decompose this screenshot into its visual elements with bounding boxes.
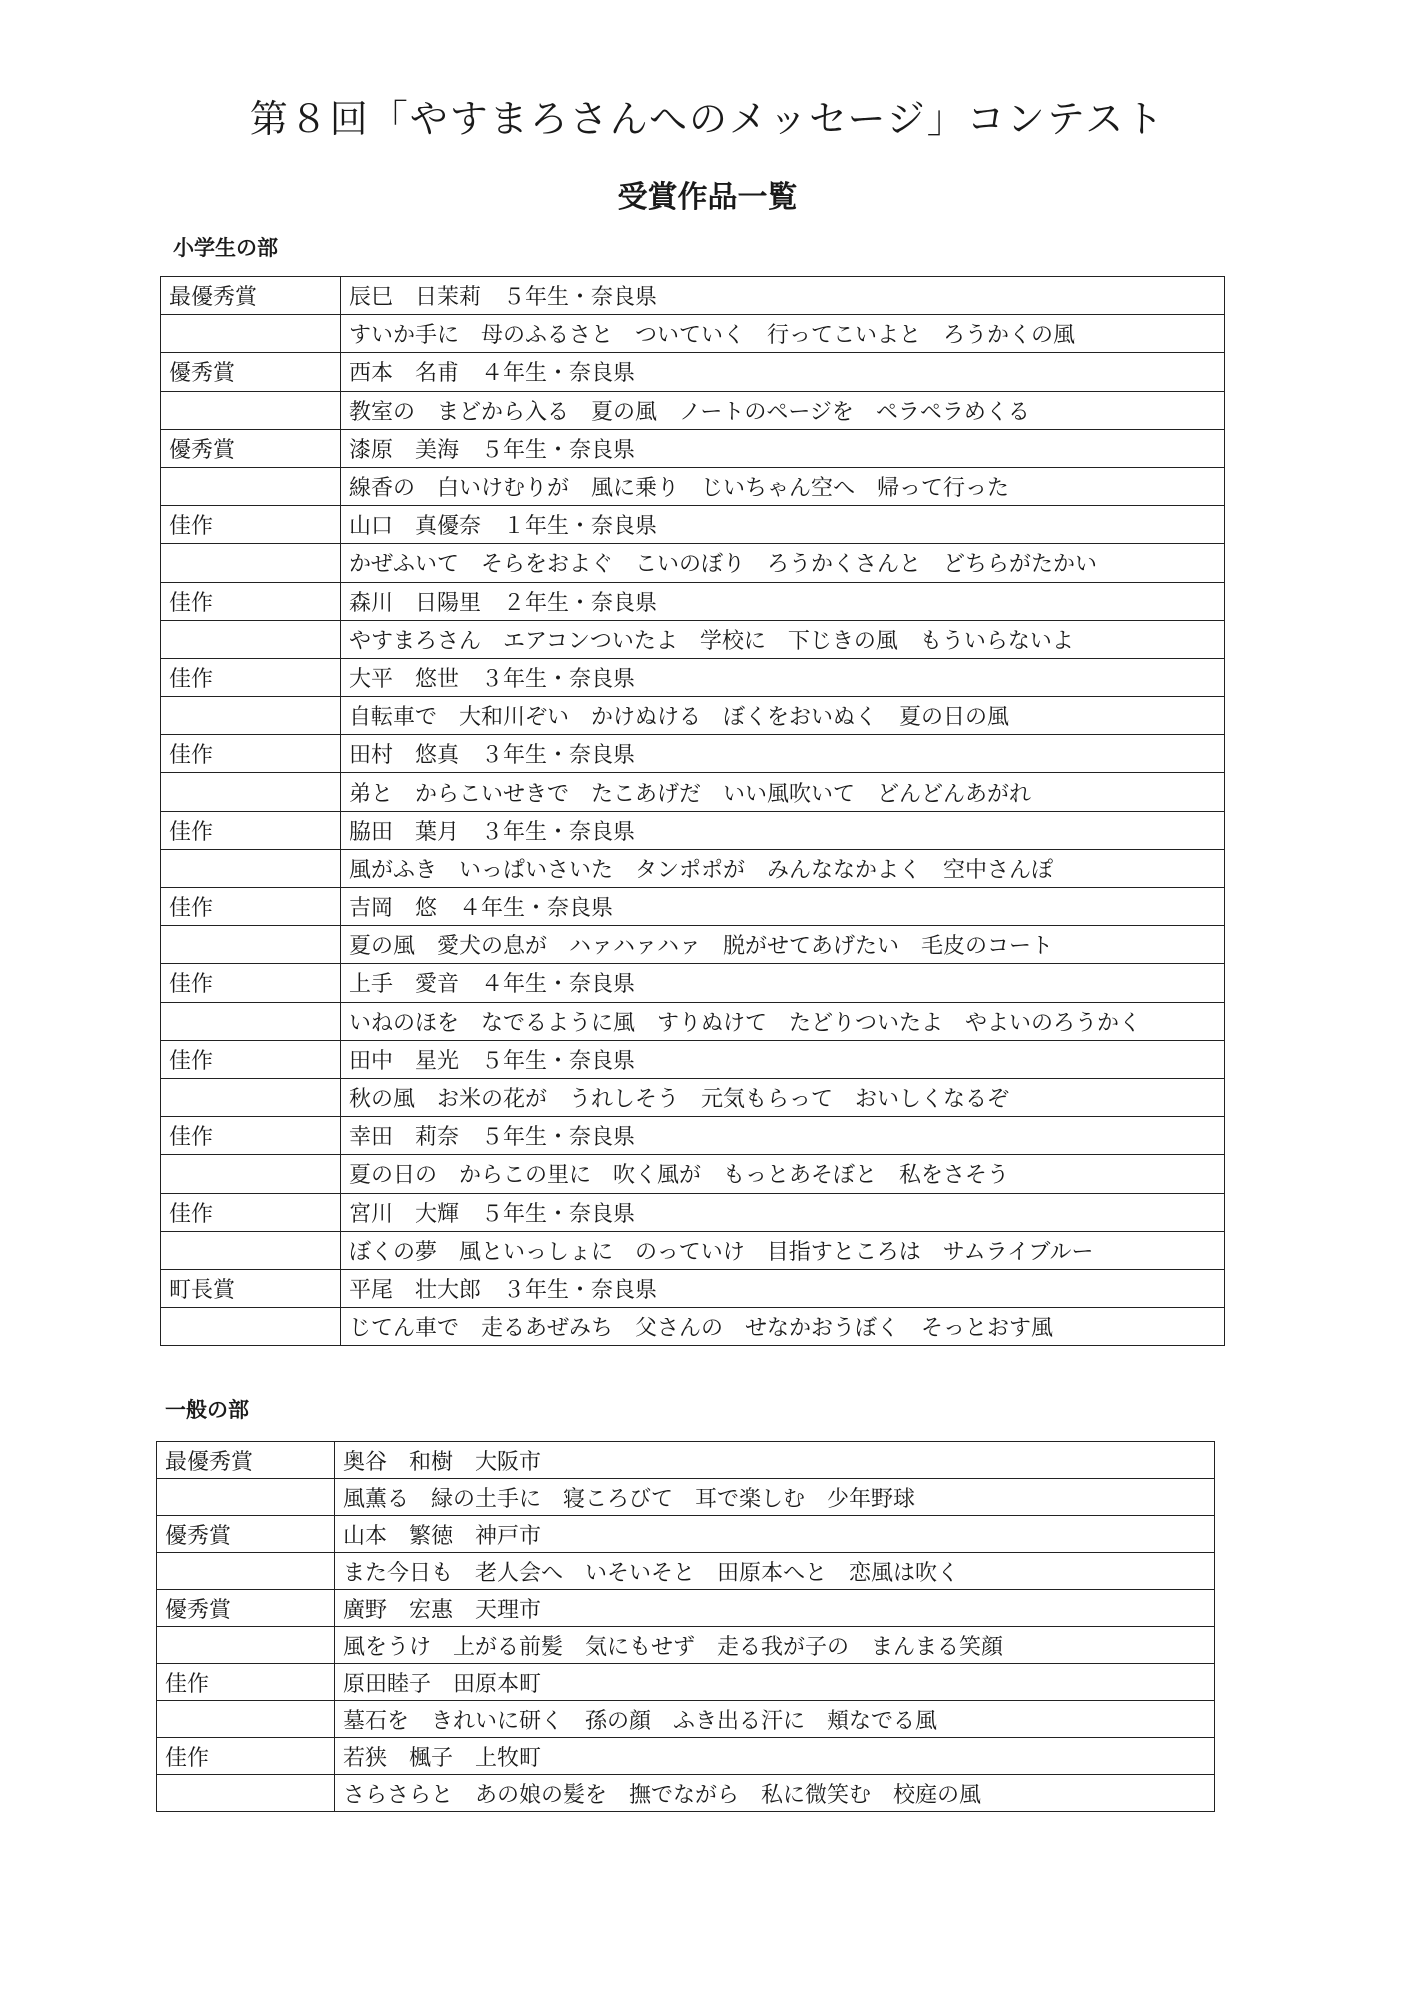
award-name: 佳作 <box>161 1117 341 1155</box>
poem-text: また今日も 老人会へ いそいそと 田原本へと 恋風は吹く <box>335 1553 1215 1590</box>
poem-text: 教室の まどから入る 夏の風 ノートのページを ペラペラめくる <box>341 391 1225 429</box>
author-info: 脇田 葉月 ３年生・奈良県 <box>341 811 1225 849</box>
award-spacer-cell <box>161 620 341 658</box>
award-name: 佳作 <box>161 582 341 620</box>
award-name: 優秀賞 <box>157 1516 335 1553</box>
award-name: 佳作 <box>161 735 341 773</box>
author-row <box>161 964 1225 1002</box>
poem-row <box>161 773 1225 811</box>
award-name: 佳作 <box>161 1040 341 1078</box>
author-row <box>157 1590 1215 1627</box>
poem-text: いねのほを なでるように風 すりぬけて たどりついたよ やよいのろうかく <box>341 1002 1225 1040</box>
poem-row <box>161 391 1225 429</box>
award-spacer-cell <box>157 1701 335 1738</box>
author-row <box>157 1738 1215 1775</box>
award-name: 最優秀賞 <box>157 1442 335 1479</box>
award-spacer-cell <box>157 1479 335 1516</box>
award-spacer-cell <box>161 926 341 964</box>
poem-row <box>161 1231 1225 1269</box>
author-row <box>161 1193 1225 1231</box>
award-name: 佳作 <box>157 1664 335 1701</box>
poem-text: 墓石を きれいに研く 孫の顔 ふき出る汗に 頬なでる風 <box>335 1701 1215 1738</box>
award-spacer-cell <box>161 697 341 735</box>
poem-text: じてん車で 走るあぜみち 父さんの せなかおうぼく そっとおす風 <box>341 1308 1225 1346</box>
poem-row <box>157 1775 1215 1812</box>
award-spacer-cell <box>161 1155 341 1193</box>
poem-text: 夏の日の からこの里に 吹く風が もっとあそぼと 私をさそう <box>341 1155 1225 1193</box>
poem-text: 風をうけ 上がる前髪 気にもせず 走る我が子の まんまる笑顔 <box>335 1627 1215 1664</box>
poem-row <box>161 1002 1225 1040</box>
award-name: 佳作 <box>157 1738 335 1775</box>
award-spacer-cell <box>161 467 341 505</box>
poem-text: やすまろさん エアコンついたよ 学校に 下じきの風 もういらないよ <box>341 620 1225 658</box>
page-subtitle: 受賞作品一覧 <box>617 180 798 215</box>
section-heading-general: 一般の部 <box>165 1397 249 1422</box>
author-row <box>157 1442 1215 1479</box>
poem-text: ぼくの夢 風といっしょに のっていけ 目指すところは サムライブルー <box>341 1231 1225 1269</box>
author-info: 田村 悠真 ３年生・奈良県 <box>341 735 1225 773</box>
poem-text: 自転車で 大和川ぞい かけぬける ぼくをおいぬく 夏の日の風 <box>341 697 1225 735</box>
award-spacer-cell <box>161 315 341 353</box>
award-name: 佳作 <box>161 1193 341 1231</box>
author-row <box>161 506 1225 544</box>
author-row <box>161 811 1225 849</box>
section-heading-elementary: 小学生の部 <box>173 235 278 260</box>
poem-text: さらさらと あの娘の髪を 撫でながら 私に微笑む 校庭の風 <box>335 1775 1215 1812</box>
award-spacer-cell <box>161 1231 341 1269</box>
author-info: 原田睦子 田原本町 <box>335 1664 1215 1701</box>
award-name: 優秀賞 <box>157 1590 335 1627</box>
author-row <box>161 1269 1225 1307</box>
author-row <box>161 277 1225 315</box>
author-info: 廣野 宏惠 天理市 <box>335 1590 1215 1627</box>
author-info: 森川 日陽里 ２年生・奈良県 <box>341 582 1225 620</box>
poem-row <box>161 1078 1225 1116</box>
poem-row <box>161 697 1225 735</box>
poem-text: 弟と からこいせきで たこあげだ いい風吹いて どんどんあがれ <box>341 773 1225 811</box>
author-row <box>157 1664 1215 1701</box>
poem-text: 夏の風 愛犬の息が ハァハァハァ 脱がせてあげたい 毛皮のコート <box>341 926 1225 964</box>
author-info: 漆原 美海 ５年生・奈良県 <box>341 429 1225 467</box>
author-info: 辰巳 日茉莉 ５年生・奈良県 <box>341 277 1225 315</box>
author-row <box>161 582 1225 620</box>
general-awards-table <box>156 1441 1215 1812</box>
author-info: 山口 真優奈 １年生・奈良県 <box>341 506 1225 544</box>
award-spacer-cell <box>161 1308 341 1346</box>
award-spacer-cell <box>161 544 341 582</box>
author-info: 若狭 楓子 上牧町 <box>335 1738 1215 1775</box>
author-row <box>161 888 1225 926</box>
author-info: 上手 愛音 ４年生・奈良県 <box>341 964 1225 1002</box>
award-spacer-cell <box>161 773 341 811</box>
poem-text: 風がふき いっぱいさいた タンポポが みんななかよく 空中さんぽ <box>341 849 1225 887</box>
author-info: 奥谷 和樹 大阪市 <box>335 1442 1215 1479</box>
poem-text: 風薫る 緑の土手に 寝ころびて 耳で楽しむ 少年野球 <box>335 1479 1215 1516</box>
award-name: 佳作 <box>161 658 341 696</box>
award-spacer-cell <box>161 849 341 887</box>
author-info: 山本 繁徳 神戸市 <box>335 1516 1215 1553</box>
author-row <box>161 1117 1225 1155</box>
poem-row <box>161 315 1225 353</box>
author-info: 吉岡 悠 ４年生・奈良県 <box>341 888 1225 926</box>
author-info: 幸田 莉奈 ５年生・奈良県 <box>341 1117 1225 1155</box>
author-row <box>161 735 1225 773</box>
award-spacer-cell <box>157 1627 335 1664</box>
award-name: 佳作 <box>161 964 341 1002</box>
author-row <box>161 658 1225 696</box>
award-spacer-cell <box>157 1553 335 1590</box>
author-info: 田中 星光 ５年生・奈良県 <box>341 1040 1225 1078</box>
poem-row <box>157 1701 1215 1738</box>
author-info: 宮川 大輝 ５年生・奈良県 <box>341 1193 1225 1231</box>
poem-row <box>161 544 1225 582</box>
page-title: 第８回「やすまろさんへのメッセージ」コンテスト <box>249 97 1166 141</box>
award-name: 佳作 <box>161 506 341 544</box>
award-spacer-cell <box>161 391 341 429</box>
author-row <box>161 353 1225 391</box>
poem-text: 線香の 白いけむりが 風に乗り じいちゃん空へ 帰って行った <box>341 467 1225 505</box>
poem-row <box>161 849 1225 887</box>
award-spacer-cell <box>157 1775 335 1812</box>
poem-row <box>157 1553 1215 1590</box>
poem-text: 秋の風 お米の花が うれしそう 元気もらって おいしくなるぞ <box>341 1078 1225 1116</box>
author-info: 平尾 壮大郎 ３年生・奈良県 <box>341 1269 1225 1307</box>
elementary-awards-table <box>160 276 1225 1346</box>
award-name: 最優秀賞 <box>161 277 341 315</box>
award-name: 佳作 <box>161 811 341 849</box>
author-info: 西本 名甫 ４年生・奈良県 <box>341 353 1225 391</box>
author-info: 大平 悠世 ３年生・奈良県 <box>341 658 1225 696</box>
award-name: 佳作 <box>161 888 341 926</box>
award-spacer-cell <box>161 1078 341 1116</box>
award-name: 優秀賞 <box>161 429 341 467</box>
poem-row <box>161 1155 1225 1193</box>
poem-row <box>161 467 1225 505</box>
poem-row <box>157 1627 1215 1664</box>
award-name: 町長賞 <box>161 1269 341 1307</box>
award-name: 優秀賞 <box>161 353 341 391</box>
author-row <box>161 1040 1225 1078</box>
poem-text: かぜふいて そらをおよぐ こいのぼり ろうかくさんと どちらがたかい <box>341 544 1225 582</box>
poem-text: すいか手に 母のふるさと ついていく 行ってこいよと ろうかくの風 <box>341 315 1225 353</box>
author-row <box>157 1516 1215 1553</box>
poem-row <box>161 926 1225 964</box>
award-spacer-cell <box>161 1002 341 1040</box>
poem-row <box>161 1308 1225 1346</box>
poem-row <box>161 620 1225 658</box>
poem-row <box>157 1479 1215 1516</box>
author-row <box>161 429 1225 467</box>
